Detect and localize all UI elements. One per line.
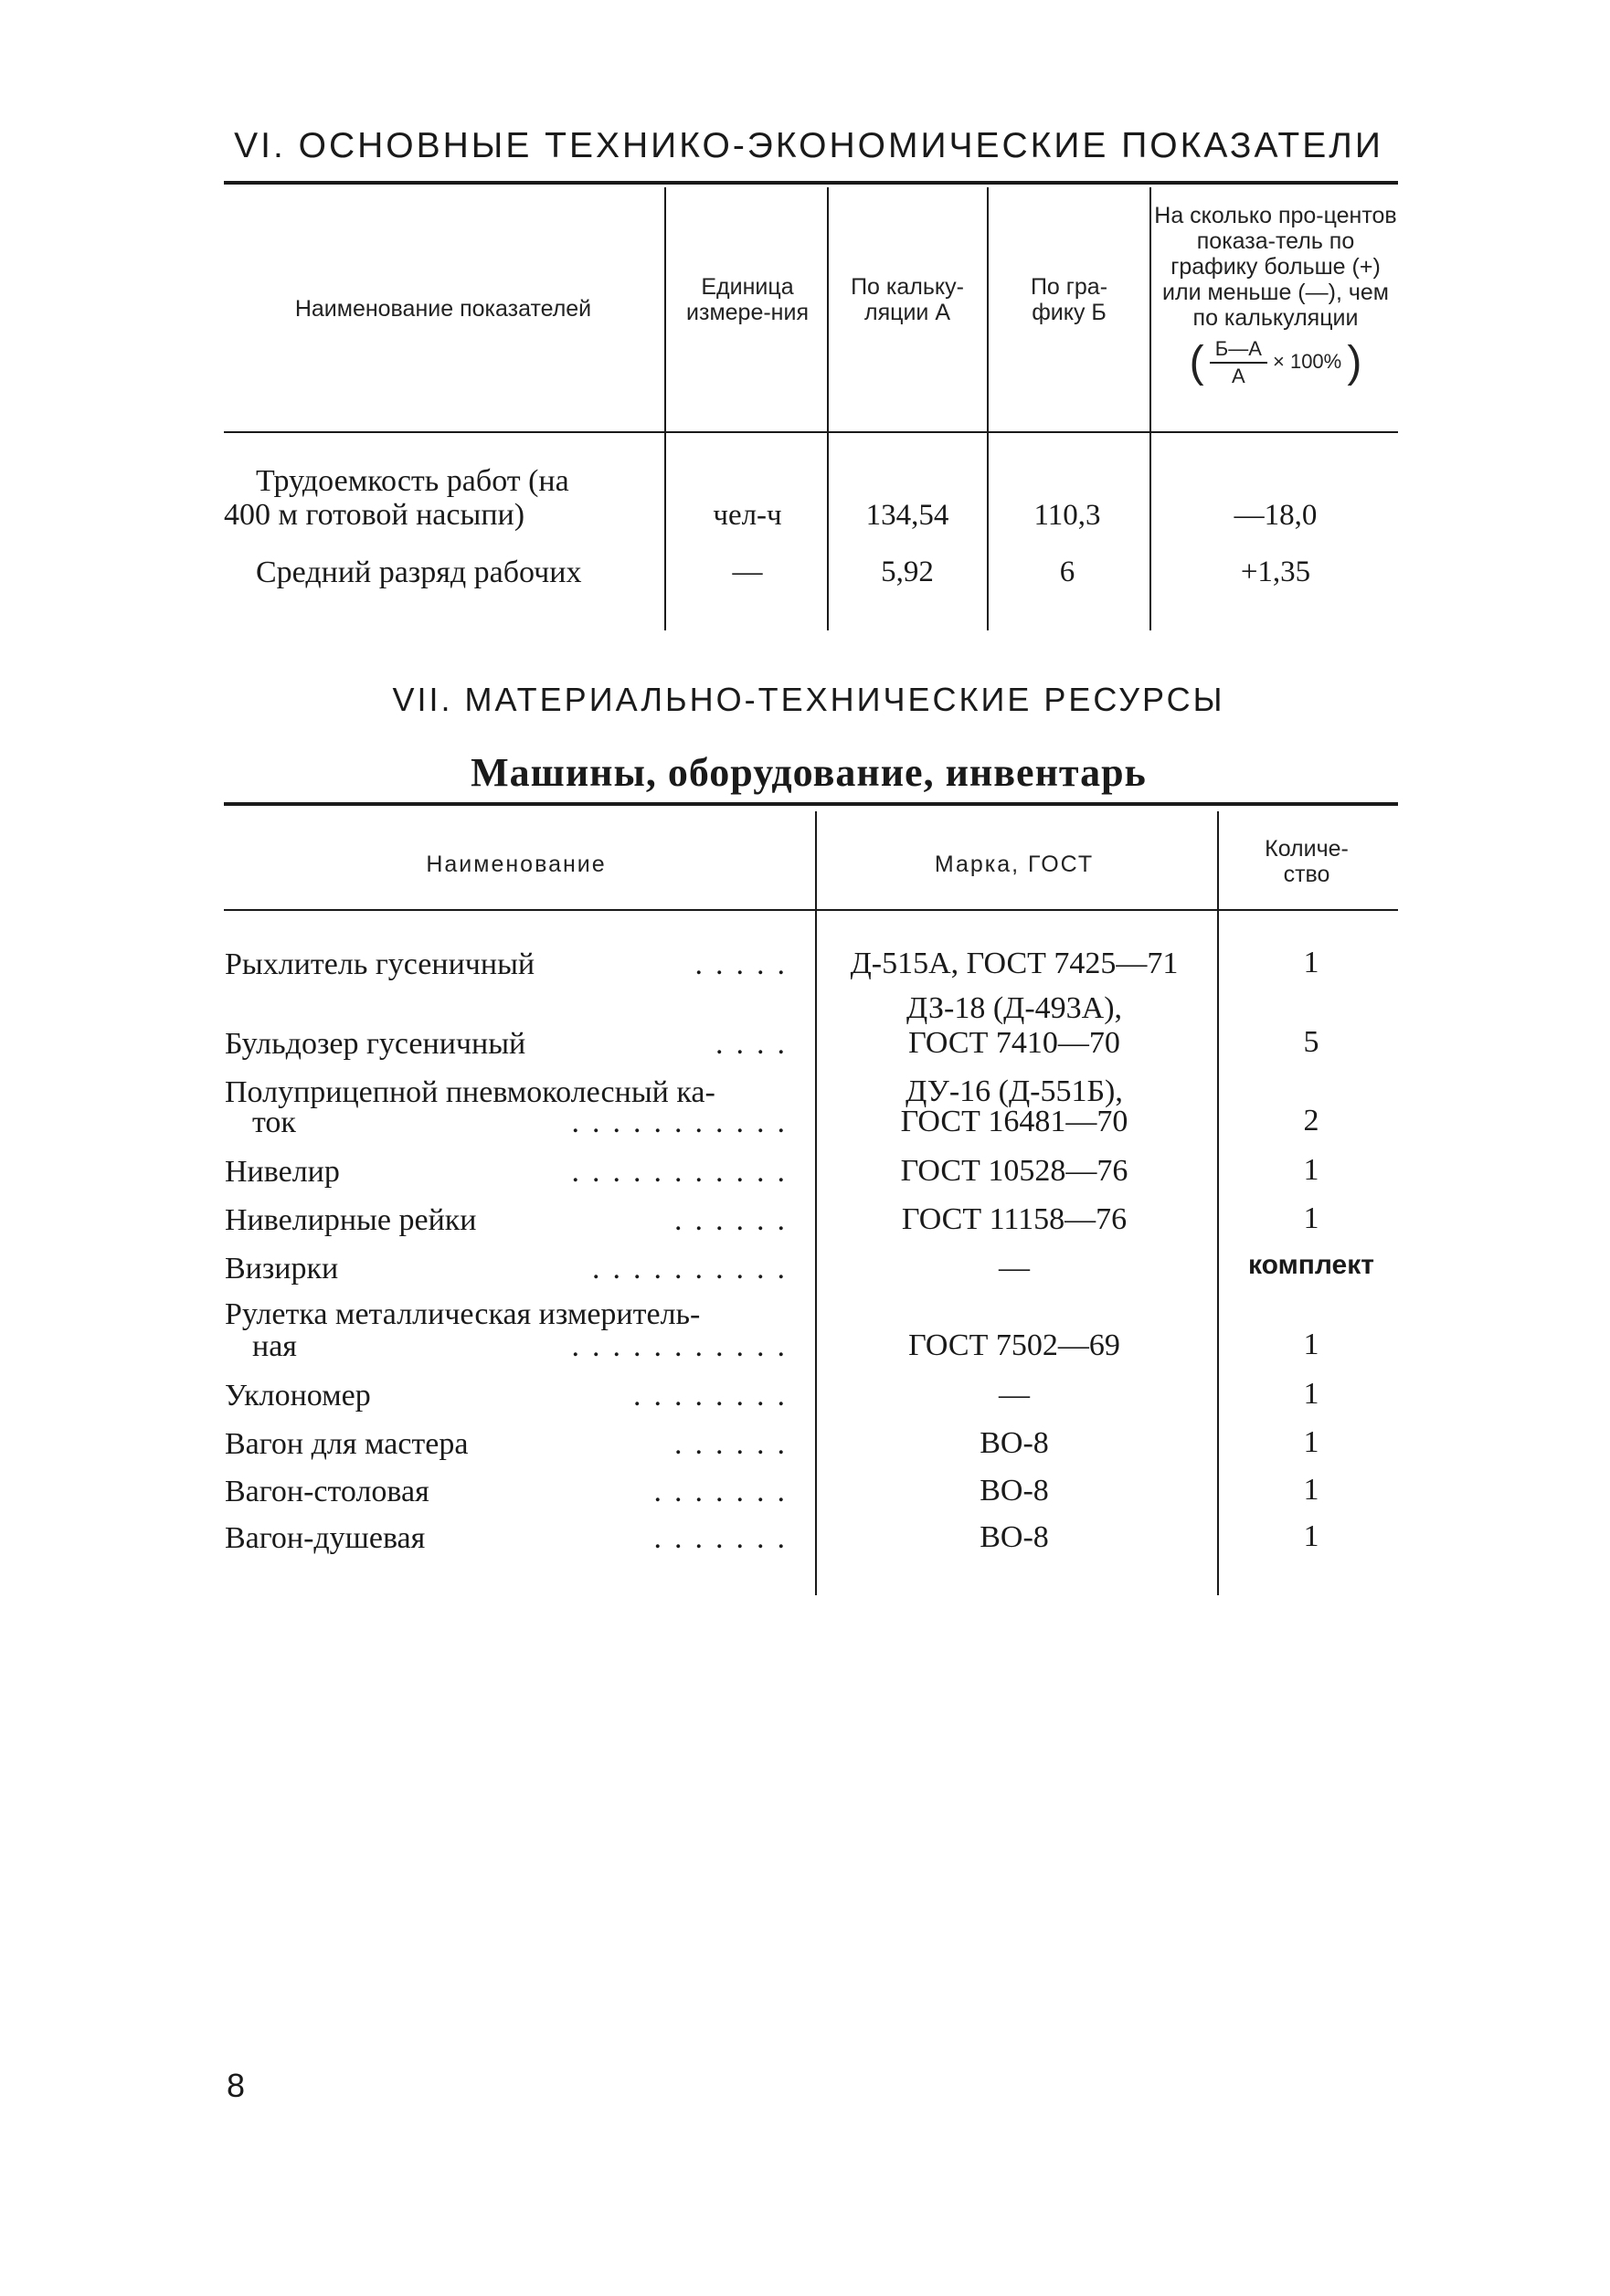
table2-row-name: Рыхлитель гусеничный .....: [225, 947, 798, 981]
formula-fraction: [1210, 336, 1267, 389]
table1-row1-graph: 110,3: [1033, 499, 1101, 532]
table2-row-qty: 1: [1303, 1153, 1319, 1187]
table1-header-percent: [1153, 203, 1398, 389]
table1-row1-name-line2: 400 м готовой насыпи): [224, 498, 525, 532]
table2-row-mark: ВО-8: [980, 1474, 1049, 1508]
table2-row-name: Уклономер ........: [225, 1379, 798, 1413]
table1-row1-calc: 134,54: [865, 499, 949, 532]
table1-header-percent-text: На сколько про-центов показа-тель по графику больше (+) или меньше (—), чем по калькуляции: [1154, 203, 1397, 331]
table2-row-name-text: Нивелирные рейки: [225, 1203, 477, 1237]
table2-row-name: Вагон-душевая .......: [225, 1521, 798, 1555]
table2-row-name: Нивелир ...........: [225, 1155, 798, 1189]
table1-header-name: Наименование показателей: [294, 296, 592, 322]
table2-row-mark: —: [999, 1251, 1030, 1285]
table2-row-mark-line1: ДУ-16 (Д-551Б),: [906, 1074, 1123, 1108]
table2-row-name: Вагон-столовая .......: [225, 1475, 798, 1508]
table2-row-name-text: Вагон-столовая: [225, 1475, 429, 1508]
table2-row-qty: 5: [1303, 1025, 1319, 1059]
table2-row-name-line1: Полуприцепной пневмоколесный ка-: [225, 1075, 715, 1109]
table2-row-name-text: Нивелир: [225, 1155, 340, 1189]
table2-header-rule: [224, 909, 1398, 911]
table2-row-name: Вагон для мастера ......: [225, 1427, 798, 1461]
table2-row-mark: ГОСТ 7502—69: [908, 1328, 1120, 1362]
table2-row-name: Бульдозер гусеничный ....: [225, 1027, 798, 1061]
table2-row-mark: Д-515А, ГОСТ 7425—71: [850, 947, 1179, 980]
table2-row-mark-line1: ДЗ-18 (Д-493А),: [906, 991, 1123, 1025]
table2-row-qty: 2: [1303, 1104, 1319, 1137]
table2-row-qty: 1: [1303, 1425, 1319, 1459]
table2-row-name-text: ток: [252, 1106, 296, 1139]
table2-row-qty: комплект: [1248, 1250, 1374, 1280]
section7-title: VII. МАТЕРИАЛЬНО-ТЕХНИЧЕСКИЕ РЕСУРСЫ: [392, 681, 1225, 718]
table2-row-name-text: Визирки: [225, 1252, 339, 1286]
table2-row-name-text: ная: [252, 1329, 297, 1363]
table2-vline: [815, 811, 817, 1595]
table2-row-name-text: Вагон-душевая: [225, 1521, 426, 1555]
table2-row-name-text: Рыхлитель гусеничный: [225, 947, 535, 981]
table1-row1-percent: —18,0: [1234, 499, 1318, 532]
page-number: 8: [227, 2067, 246, 2104]
table2-row-qty: 1: [1303, 946, 1319, 979]
formula-numerator: Б—А: [1210, 336, 1267, 364]
table2-header-mark: Марка, ГОСТ: [934, 852, 1095, 877]
table2-row-mark: —: [999, 1378, 1030, 1412]
table2-row-name-line2: ток ...........: [225, 1104, 805, 1142]
table1-header-unit: Единица измере-ния: [686, 274, 809, 325]
table2-row-qty: 1: [1303, 1201, 1319, 1235]
table1-header-calc: По кальку-ляции А: [851, 274, 964, 325]
formula-multiplier: × 100%: [1273, 349, 1342, 373]
table2-row-mark: ВО-8: [980, 1520, 1049, 1554]
table1-row2-graph: 6: [1059, 555, 1075, 588]
table1-vline: [1149, 187, 1151, 630]
table2-row-qty: 1: [1303, 1328, 1319, 1361]
section7-subtitle: Машины, оборудование, инвентарь: [471, 750, 1147, 795]
table2-row-mark: ВО-8: [980, 1426, 1049, 1460]
table2-row-mark: ГОСТ 11158—76: [901, 1202, 1128, 1236]
table1-row2-name: Средний разряд рабочих: [256, 555, 582, 589]
table2-row-name-line2: ная ...........: [225, 1328, 805, 1366]
table2-row-name-text: Бульдозер гусеничный: [225, 1027, 526, 1061]
table1-header-rule: [224, 431, 1398, 433]
formula-denominator: А: [1231, 365, 1245, 387]
table1-top-rule: [224, 181, 1398, 185]
table1-vline: [664, 187, 666, 630]
table2-header-name: Наименование: [426, 852, 607, 877]
table1-row2-unit: —: [732, 555, 763, 588]
table2-row-name-line1: Рулетка металлическая измеритель-: [225, 1297, 701, 1331]
table2-row-qty: 1: [1303, 1519, 1319, 1553]
table2-row-name-text: Вагон для мастера: [225, 1427, 469, 1461]
table2-row-mark-line2: ГОСТ 16481—70: [900, 1105, 1128, 1138]
table2-row-qty: 1: [1303, 1377, 1319, 1411]
table2-row-qty: 1: [1303, 1473, 1319, 1507]
table2-row-name-text: Уклономер: [225, 1379, 371, 1413]
table2-header-qty: Количе-ство: [1265, 836, 1349, 887]
table2-row-name: Визирки ..........: [225, 1252, 798, 1286]
table1-row2-calc: 5,92: [881, 555, 934, 588]
table1-header-graph: По гра-фику Б: [1030, 274, 1108, 325]
table2-row-name: Нивелирные рейки ......: [225, 1203, 798, 1237]
table1-vline: [827, 187, 829, 630]
table2-row-mark-line2: ГОСТ 7410—70: [908, 1026, 1120, 1060]
table2-vline: [1217, 811, 1219, 1595]
table2-row-mark: ГОСТ 10528—76: [900, 1154, 1128, 1188]
table1-row2-percent: +1,35: [1240, 555, 1311, 588]
table2-top-rule: [224, 802, 1398, 806]
table1-vline: [987, 187, 989, 630]
percent-formula: ( $\frac{Б—А}{А}$ × 100% ): [1189, 337, 1362, 387]
table1-row1-unit: чел-ч: [713, 499, 782, 532]
table1-row1-name-line1: Трудоемкость работ (на: [256, 464, 569, 498]
section6-title: VI. ОСНОВНЫЕ ТЕХНИКО-ЭКОНОМИЧЕСКИЕ ПОКАЗАТЕЛИ: [234, 126, 1383, 165]
